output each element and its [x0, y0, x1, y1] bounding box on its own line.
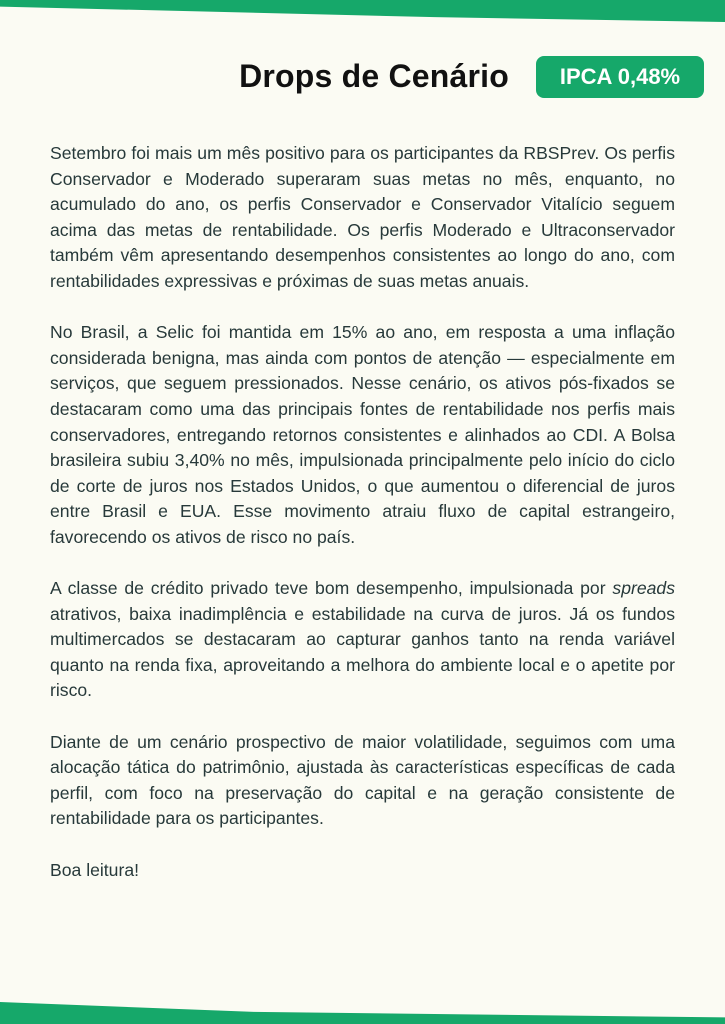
paragraph-macro: No Brasil, a Selic foi mantida em 15% ao ano, em resposta a uma inflação considerada benigna, mas ainda com pontos de atenção — especialmente em serviços, que seguem pressionados. Nesse cenário, os ativos pós-fixados se destacaram como uma das principais fontes de rentabilidade nos perfis mais conservadores, entregando retornos consistentes e alinhados ao CDI. A Bolsa brasileira subiu 3,40% no mês, impulsionada principalmente pelo início do ciclo de corte de juros nos Estados Unidos, o que aumentou o diferencial de juros entre Brasil e EUA. Esse movimento atraiu fluxo de capital estrangeiro, favorecendo os ativos de risco no país. — [50, 322, 675, 547]
paragraph-credit-text-end: atrativos, baixa inadimplência e estabilidade na curva de juros. Já os fundos multimercados se destacaram ao capturar ganhos tanto na renda variável quanto na renda fixa, aproveitando a melhora do ambiente local e o apetite por risco. — [50, 603, 675, 701]
ipca-badge: IPCA 0,48% — [536, 56, 704, 98]
top-decorative-band — [0, 0, 725, 22]
closing-line: Boa leitura! — [50, 859, 139, 880]
paragraph-outlook: Diante de um cenário prospectivo de maior volatilidade, seguimos com uma alocação tática do patrimônio, ajustada às características específicas de cada perfil, com foco na preservação do capital e na geração consistente de rentabilidade para os participantes. — [50, 731, 675, 829]
page-title: Drops de Cenário — [239, 58, 509, 94]
bottom-decorative-band — [0, 1002, 725, 1024]
spreads-term: spreads — [612, 578, 675, 599]
header — [0, 56, 725, 102]
paragraph-credit-text-start: A classe de crédito privado teve bom desempenho, impulsionada por — [50, 578, 613, 599]
paragraph-credit — [50, 576, 675, 704]
article-body — [50, 141, 675, 909]
paragraph-performance: Setembro foi mais um mês positivo para os participantes da RBSPrev. Os perfis Conservador e Moderado superaram suas metas no mês, enquanto, no acumulado do ano, os perfis Conservador e Conservador Vitalício seguem acima das metas de rentabilidade. Os perfis Moderado e Ultraconservador também vêm apresentando desempenhos consistentes ao longo do ano, com rentabilidades expressivas e próximas de suas metas anuais. — [50, 143, 675, 291]
